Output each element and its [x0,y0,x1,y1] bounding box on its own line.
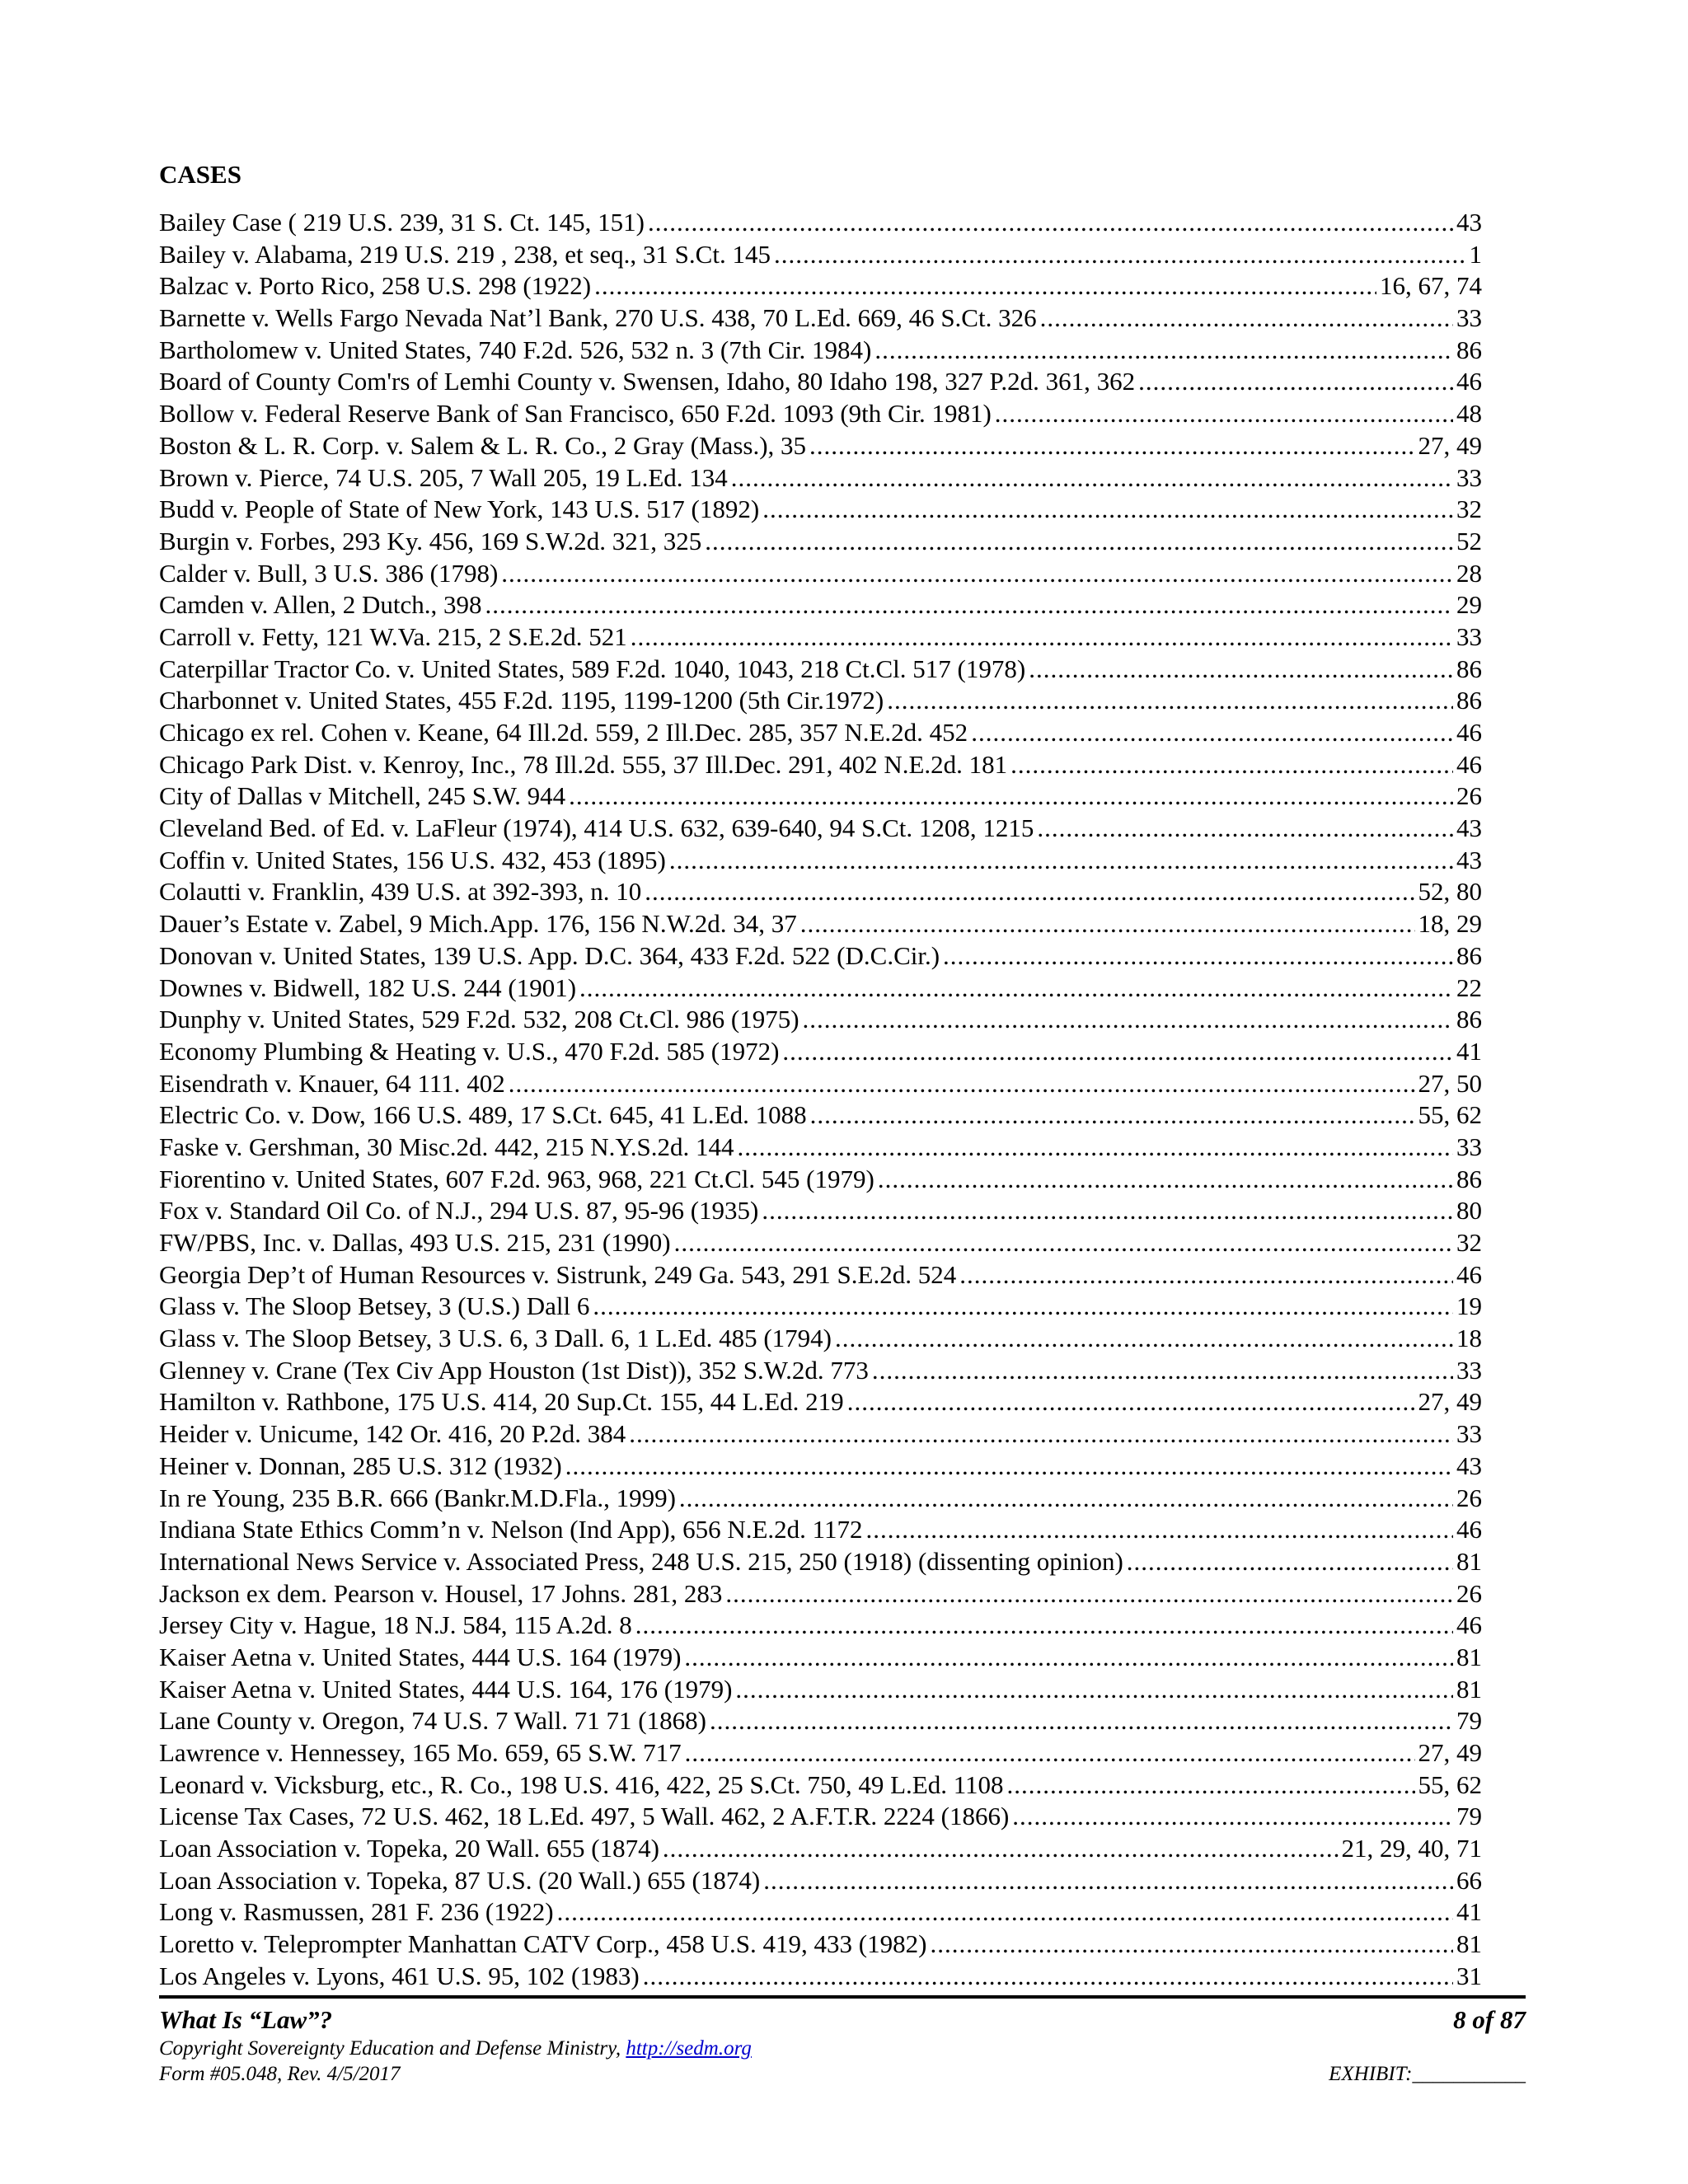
case-entry [159,940,1482,972]
dot-leader [557,1896,1453,1929]
case-citation: Bollow v. Federal Reserve Bank of San Francisco, 650 F.2d. 1093 (9th Cir. 1981) [159,399,992,429]
dot-leader [485,589,1453,621]
case-citation: Georgia Dep’t of Human Resources v. Sistrunk, 249 Ga. 543, 291 S.E.2d. 524 [159,1259,957,1289]
page-references: 26 [1456,781,1482,811]
case-citation: Los Angeles v. Lyons, 461 U.S. 95, 102 (1983) [159,1961,640,1990]
case-entry [159,1769,1482,1802]
case-entry [159,1004,1482,1036]
case-entry [159,494,1482,526]
case-entry [159,1386,1482,1418]
page-references: 26 [1456,1483,1482,1512]
page-references: 43 [1456,1451,1482,1480]
dot-leader [501,558,1453,590]
dot-leader [847,1386,1415,1418]
page-references: 81 [1456,1642,1482,1671]
page-references: 43 [1456,813,1482,843]
case-entry [159,589,1482,621]
case-citation: Carroll v. Fetty, 121 W.Va. 215, 2 S.E.2d. 521 [159,621,627,651]
dot-leader [1010,749,1453,781]
case-citation: Kaiser Aetna v. United States, 444 U.S. 164, 176 (1979) [159,1674,733,1704]
page-references: 81 [1456,1546,1482,1576]
case-entry [159,1642,1482,1674]
dot-leader [774,239,1466,271]
dot-leader [943,940,1453,972]
case-entry [159,1099,1482,1132]
case-citation: Jersey City v. Hague, 18 N.J. 584, 115 A.2d. 8 [159,1610,632,1640]
case-citation: Brown v. Pierce, 74 U.S. 205, 7 Wall 205, 19 L.Ed. 134 [159,462,728,492]
dot-leader [710,1705,1453,1737]
dot-leader [509,1068,1415,1100]
dot-leader [1029,654,1453,686]
case-citation: Dauer’s Estate v. Zabel, 9 Mich.App. 176, 156 N.W.2d. 34, 37 [159,909,797,939]
case-citation: Fox v. Standard Oil Co. of N.J., 294 U.S. 87, 95-96 (1935) [159,1196,759,1226]
footer-copyright [159,2036,752,2061]
dot-leader [835,1323,1453,1355]
case-entry [159,302,1482,335]
case-citation: International News Service v. Associated Press, 248 U.S. 215, 250 (1918) (dissenting opinion) [159,1546,1123,1576]
case-entry [159,813,1482,845]
case-citation: Lawrence v. Hennessey, 165 Mo. 659, 65 S.W. 717 [159,1738,682,1767]
dot-leader [579,972,1453,1005]
page-references: 55, 62 [1418,1100,1482,1130]
dot-leader [1127,1546,1453,1578]
case-citation: Chicago ex rel. Cohen v. Keane, 64 Ill.2d. 559, 2 Ill.Dec. 285, 357 N.E.2d. 452 [159,718,968,747]
page-references: 46 [1456,1259,1482,1289]
dot-leader [866,1514,1453,1546]
case-citation: Burgin v. Forbes, 293 Ky. 456, 169 S.W.2d. 321, 325 [159,526,702,555]
page-references: 86 [1456,1164,1482,1193]
case-entry [159,1418,1482,1451]
page-references: 33 [1456,1419,1482,1449]
case-entry [159,717,1482,749]
footer-form-number: Form #05.048, Rev. 4/5/2017 [159,2063,401,2085]
dot-leader [635,1610,1453,1642]
case-entry [159,780,1482,813]
case-entry [159,1578,1482,1610]
case-citation: Balzac v. Porto Rico, 258 U.S. 298 (1922) [159,271,592,301]
page-references: 86 [1456,940,1482,970]
case-entry [159,1355,1482,1387]
case-entry [159,685,1482,717]
page-references: 29 [1456,590,1482,620]
dot-leader [782,1036,1453,1068]
page-references: 81 [1456,1929,1482,1959]
case-entry [159,558,1482,590]
case-citation: Budd v. People of State of New York, 143 U.S. 517 (1892) [159,494,760,524]
case-citation: Camden v. Allen, 2 Dutch., 398 [159,590,482,620]
page-references: 27, 49 [1418,1387,1482,1417]
page-references: 16, 67, 74 [1380,271,1482,301]
case-citation: Hamilton v. Rathbone, 175 U.S. 414, 20 Sup.Ct. 155, 44 L.Ed. 219 [159,1387,844,1417]
dot-leader [1012,1801,1453,1833]
case-citation: Chicago Park Dist. v. Kenroy, Inc., 78 Ill.2d. 555, 37 Ill.Dec. 291, 402 N.E.2d. 181 [159,749,1008,779]
page-references: 28 [1456,558,1482,588]
case-citation: Electric Co. v. Dow, 166 U.S. 489, 17 S.Ct. 645, 41 L.Ed. 1088 [159,1100,807,1130]
case-entry [159,1132,1482,1164]
case-citation: Bartholomew v. United States, 740 F.2d. 526, 532 n. 3 (7th Cir. 1984) [159,335,872,364]
case-entry [159,1451,1482,1483]
case-entry [159,1896,1482,1929]
dot-leader [631,621,1453,654]
case-entry [159,335,1482,367]
case-citation: Eisendrath v. Knauer, 64 111. 402 [159,1068,505,1098]
dot-leader [569,780,1453,813]
page-references: 21, 29, 40, 71 [1341,1834,1482,1863]
case-entry [159,398,1482,430]
case-entry [159,1514,1482,1546]
dot-leader [1007,1769,1415,1802]
case-entry [159,1833,1482,1865]
case-entry [159,621,1482,654]
case-citation: Colautti v. Franklin, 439 U.S. at 392-393, n. 10 [159,877,642,907]
page-references: 18 [1456,1324,1482,1353]
page-references: 18, 29 [1418,909,1482,939]
page-references: 43 [1456,845,1482,874]
case-citation: FW/PBS, Inc. v. Dallas, 493 U.S. 215, 231 (1990) [159,1228,671,1257]
case-citation: Coffin v. United States, 156 U.S. 432, 453 (1895) [159,845,666,874]
dot-leader [705,526,1453,558]
case-citation: Glass v. The Sloop Betsey, 3 U.S. 6, 3 Dall. 6, 1 L.Ed. 485 (1794) [159,1324,832,1353]
case-entry [159,430,1482,462]
case-citation: Barnette v. Wells Fargo Nevada Nat’l Bank, 270 U.S. 438, 70 L.Ed. 669, 46 S.Ct. 326 [159,303,1037,333]
case-citation: Lane County v. Oregon, 74 U.S. 7 Wall. 71 71 (1868) [159,1706,706,1736]
page-references: 46 [1456,749,1482,779]
page-references: 41 [1456,1036,1482,1066]
case-citation: Leonard v. Vicksburg, etc., R. Co., 198 U.S. 416, 422, 25 S.Ct. 750, 49 L.Ed. 1108 [159,1769,1004,1799]
footer-rule [159,1995,1526,1999]
dot-leader [1037,813,1453,845]
page-references: 46 [1456,718,1482,747]
case-entry [159,1291,1482,1323]
page-references: 46 [1456,1515,1482,1544]
case-citation: Cleveland Bed. of Ed. v. LaFleur (1974), 414 U.S. 632, 639-640, 94 S.Ct. 1208, 1215 [159,813,1034,843]
case-citation: City of Dallas v Mitchell, 245 S.W. 944 [159,781,566,811]
case-entry [159,207,1482,239]
page-references: 86 [1456,1005,1482,1034]
page-references: 26 [1456,1578,1482,1608]
dot-leader [735,1674,1453,1706]
dot-leader [643,1961,1453,1993]
footer-exhibit: EXHIBIT:___________ [1329,2063,1526,2085]
page-references: 79 [1456,1706,1482,1736]
page-references: 79 [1456,1802,1482,1831]
case-citation: Heider v. Unicume, 142 Or. 416, 20 P.2d. 384 [159,1419,626,1449]
dot-leader [684,1642,1453,1674]
dot-leader [679,1483,1453,1515]
footer-link[interactable]: http://sedm.org [626,2037,752,2060]
page-references: 31 [1456,1961,1482,1990]
case-entry [159,1068,1482,1100]
case-citation: Downes v. Bidwell, 182 U.S. 244 (1901) [159,972,577,1002]
page-references: 33 [1456,621,1482,651]
case-citation: Bailey v. Alabama, 219 U.S. 219 , 238, et seq., 31 S.Ct. 145 [159,239,771,269]
page-references: 86 [1456,654,1482,683]
case-entry [159,1164,1482,1196]
case-entry [159,1737,1482,1769]
case-citation: Calder v. Bull, 3 U.S. 386 (1798) [159,558,499,588]
dot-leader [725,1578,1453,1610]
case-entry [159,1929,1482,1961]
dot-leader [959,1259,1453,1291]
cases-index-list [159,207,1482,1993]
page-references: 86 [1456,335,1482,364]
case-citation: Caterpillar Tractor Co. v. United States, 589 F.2d. 1040, 1043, 218 Ct.Cl. 517 (1978) [159,654,1026,683]
case-entry [159,1323,1482,1355]
case-entry [159,526,1482,558]
page-references: 33 [1456,303,1482,333]
page-references: 41 [1456,1897,1482,1927]
case-citation: Jackson ex dem. Pearson v. Housel, 17 Johns. 281, 283 [159,1578,723,1608]
case-citation: Donovan v. United States, 139 U.S. App. D.C. 364, 433 F.2d. 522 (D.C.Cir.) [159,940,940,970]
page-references: 33 [1456,1355,1482,1385]
footer-copyright-text: Copyright Sovereignty Education and Defense Ministry, [159,2037,626,2060]
page-references: 1 [1469,239,1482,269]
dot-leader [930,1929,1453,1961]
case-entry [159,366,1482,398]
dot-leader [629,1418,1453,1451]
page-references: 33 [1456,462,1482,492]
dot-leader [763,1865,1453,1897]
case-citation: Boston & L. R. Corp. v. Salem & L. R. Co., 2 Gray (Mass.), 35 [159,430,807,460]
page-references: 66 [1456,1865,1482,1895]
section-heading: CASES [159,160,241,189]
case-citation: Board of County Com'rs of Lemhi County v. Swensen, Idaho, 80 Idaho 198, 327 P.2d. 361, 362 [159,367,1136,396]
page-references: 27, 49 [1418,430,1482,460]
case-entry [159,876,1482,908]
case-entry [159,1195,1482,1227]
case-citation: Economy Plumbing & Heating v. U.S., 470 F.2d. 585 (1972) [159,1036,780,1066]
case-entry [159,1259,1482,1291]
dot-leader [874,335,1453,367]
case-citation: Heiner v. Donnan, 285 U.S. 312 (1932) [159,1451,562,1480]
dot-leader [593,1291,1453,1323]
case-citation: Dunphy v. United States, 529 F.2d. 532, 208 Ct.Cl. 986 (1975) [159,1005,799,1034]
case-citation: Bailey Case ( 219 U.S. 239, 31 S. Ct. 145, 151) [159,208,645,237]
dot-leader [645,876,1414,908]
case-entry [159,1546,1482,1578]
page-references: 55, 62 [1418,1769,1482,1799]
case-entry [159,1036,1482,1068]
case-entry [159,654,1482,686]
case-entry [159,908,1482,940]
dot-leader [762,494,1453,526]
page-references: 52, 80 [1418,877,1482,907]
case-citation: Fiorentino v. United States, 607 F.2d. 963, 968, 221 Ct.Cl. 545 (1979) [159,1164,874,1193]
dot-leader [685,1737,1415,1769]
page-references: 32 [1456,494,1482,524]
case-entry [159,845,1482,877]
dot-leader [872,1355,1453,1387]
case-entry [159,1705,1482,1737]
dot-leader [738,1132,1454,1164]
case-citation: Loretto v. Teleprompter Manhattan CATV Corp., 458 U.S. 419, 433 (1982) [159,1929,927,1959]
case-citation: License Tax Cases, 72 U.S. 462, 18 L.Ed. 497, 5 Wall. 462, 2 A.F.T.R. 2224 (1866) [159,1802,1010,1831]
dot-leader [810,1099,1415,1132]
page-references: 46 [1456,367,1482,396]
dot-leader [565,1451,1453,1483]
page-references: 27, 50 [1418,1068,1482,1098]
dot-leader [663,1833,1339,1865]
dot-leader [648,207,1453,239]
case-citation: Glenney v. Crane (Tex Civ App Houston (1st Dist)), 352 S.W.2d. 773 [159,1355,869,1385]
dot-leader [809,430,1414,462]
case-entry [159,1865,1482,1897]
case-entry [159,749,1482,781]
case-entry [159,1674,1482,1706]
dot-leader [669,845,1453,877]
case-entry [159,270,1482,302]
page-references: 27, 49 [1418,1738,1482,1767]
dot-leader [878,1164,1453,1196]
dot-leader [971,717,1453,749]
dot-leader [1040,302,1453,335]
page-references: 48 [1456,399,1482,429]
dot-leader [731,462,1453,494]
footer-page-number: 8 of 87 [1453,2005,1526,2034]
dot-leader [594,270,1376,302]
case-citation: In re Young, 235 B.R. 666 (Bankr.M.D.Fla., 1999) [159,1483,676,1512]
page-references: 33 [1456,1132,1482,1161]
page-references: 19 [1456,1291,1482,1321]
case-citation: Indiana State Ethics Comm’n v. Nelson (Ind App), 656 N.E.2d. 1172 [159,1515,863,1544]
case-entry [159,1610,1482,1642]
dot-leader [674,1227,1453,1259]
page-references: 46 [1456,1610,1482,1640]
case-entry [159,1227,1482,1259]
page-references: 32 [1456,1228,1482,1257]
case-citation: Faske v. Gershman, 30 Misc.2d. 442, 215 N.Y.S.2d. 144 [159,1132,734,1161]
dot-leader [887,685,1453,717]
case-entry [159,462,1482,494]
case-entry [159,239,1482,271]
dot-leader [995,398,1453,430]
dot-leader [762,1195,1453,1227]
page-references: 86 [1456,686,1482,715]
case-entry [159,972,1482,1005]
case-citation: Charbonnet v. United States, 455 F.2d. 1195, 1199-1200 (5th Cir.1972) [159,686,884,715]
footer-document-title: What Is “Law”? [159,2005,333,2034]
case-citation: Long v. Rasmussen, 281 F. 236 (1922) [159,1897,554,1927]
dot-leader [1138,366,1453,398]
case-citation: Loan Association v. Topeka, 20 Wall. 655 (1874) [159,1834,659,1863]
case-entry [159,1483,1482,1515]
case-entry [159,1801,1482,1833]
page-references: 81 [1456,1674,1482,1704]
case-citation: Kaiser Aetna v. United States, 444 U.S. 164 (1979) [159,1642,682,1671]
page-references: 43 [1456,208,1482,237]
dot-leader [803,1004,1453,1036]
case-citation: Loan Association v. Topeka, 87 U.S. (20 Wall.) 655 (1874) [159,1865,761,1895]
page-references: 80 [1456,1196,1482,1226]
page-references: 22 [1456,972,1482,1002]
case-citation: Glass v. The Sloop Betsey, 3 (U.S.) Dall 6 [159,1291,590,1321]
case-entry [159,1961,1482,1993]
page-references: 52 [1456,526,1482,555]
dot-leader [800,908,1415,940]
